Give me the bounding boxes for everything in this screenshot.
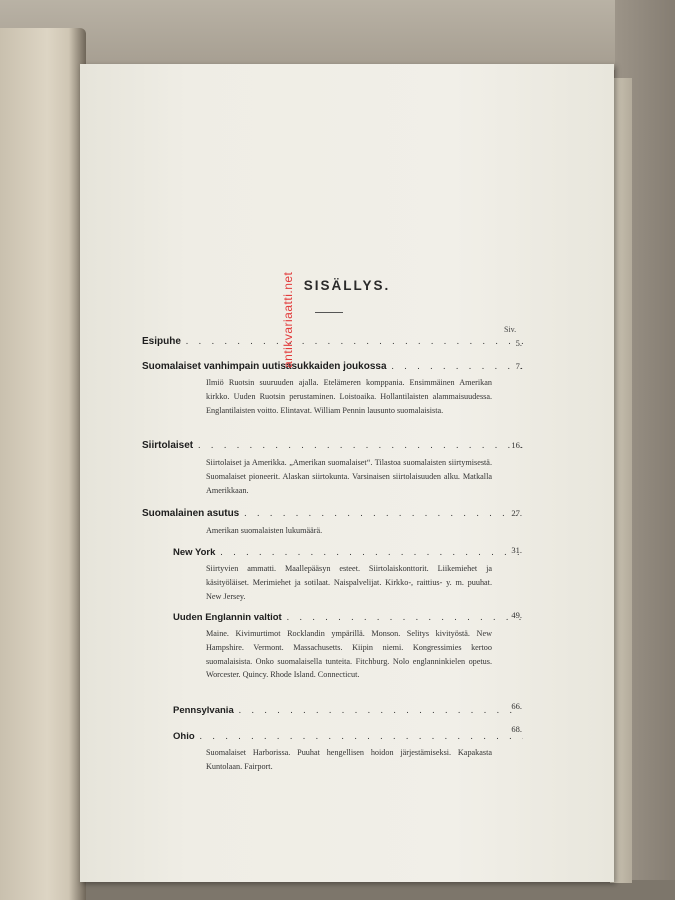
entry-page: 66. — [511, 701, 522, 711]
entry-page: 68. — [511, 724, 522, 734]
entry-page: 31. — [511, 545, 522, 555]
toc-title: SISÄLLYS. — [303, 278, 391, 293]
entry-title: Suomalaiset vanhimpain uutisasukkaiden joukossa — [142, 361, 387, 372]
entry-page: 27. — [511, 508, 522, 518]
leader-dots — [186, 336, 523, 346]
leader-dots — [287, 612, 523, 622]
leader-dots — [220, 547, 523, 557]
entry-title: Ohio — [173, 731, 195, 742]
toc-subentry — [173, 731, 523, 742]
entry-page: 16. — [511, 440, 522, 450]
leader-dots — [200, 731, 523, 741]
entry-description: Siirtyvien ammatti. Maallepääsyn esteet. Siirtolaiskonttorit. Liikemiehet ja käsityöläiset. Merimiehet ja sotilaat. Naispalvelijat. Kirkko-, raittius- y. m. puuhat. New Jersey. — [206, 564, 492, 601]
leader-dots — [244, 508, 523, 518]
book-left-page-edge — [0, 28, 86, 900]
leader-dots — [239, 705, 523, 715]
entry-title: New York — [173, 547, 216, 558]
entry-description: Ilmiö Ruotsin suuruuden ajalla. Etelämeren komppania. Ensimmäinen Amerikan kirkko. Uuden Ruotsin perustaminen. Loistoaika. Hollantilaisten alammaisuudessa. Englantilaisten voitto. Elintavat. William Pennin lausunto suomalaisista. — [206, 378, 492, 415]
entry-page: 5. — [515, 338, 522, 348]
toc-subentry — [173, 705, 523, 716]
background-top — [0, 0, 675, 70]
toc-entry — [142, 508, 523, 519]
entry-description: Suomalaiset Harborissa. Puuhat hengellisen hoidon järjestämiseksi. Kapakasta Kuntolaan. Fairport. — [206, 748, 492, 771]
background-bottom — [0, 880, 675, 900]
toc-subentry — [173, 612, 523, 623]
entry-page: 7. — [515, 361, 522, 371]
toc-entry — [142, 336, 523, 347]
title-rule — [315, 312, 343, 313]
entry-title: Uuden Englannin valtiot — [173, 612, 282, 623]
entry-page: 49. — [511, 610, 522, 620]
entry-description: Maine. Kivimurtimot Rocklandin ympärillä. Monson. Selitys kivityöstä. New Hampshire. Vermont. Massachusetts. Kiipin niemi. Kongressimies kertoo suomalaisista. Onko suomalaisella tunteita. Fitchburg. Nolo englanninkielen opetus. Worcester. Quincy. Rhode Island. Connecticut. — [206, 629, 492, 680]
toc-entry — [142, 440, 523, 451]
entry-title: Siirtolaiset — [142, 440, 194, 451]
entry-title: Suomalainen asutus — [142, 508, 240, 519]
toc-entry — [142, 361, 523, 372]
toc-subentry — [173, 547, 523, 558]
entry-description: Siirtolaiset ja Amerikka. „Amerikan suomalaiset“. Tilastoa suomalaisten siirtymisestä. Suomalaiset pioneerit. Alaskan siirtokunta. Varsinaisen siirtolaisuuden alku. Matkalla Amerikkaan. — [206, 458, 492, 495]
page-column-header: Siv. — [504, 325, 517, 334]
leader-dots — [198, 440, 523, 450]
book-page — [80, 64, 614, 882]
entry-title: Esipuhe — [142, 336, 181, 347]
entry-description: Amerikan suomalaisten lukumäärä. — [206, 526, 323, 535]
watermark-text: antikvariaatti.net — [281, 271, 295, 368]
entry-title: Pennsylvania — [173, 705, 234, 716]
